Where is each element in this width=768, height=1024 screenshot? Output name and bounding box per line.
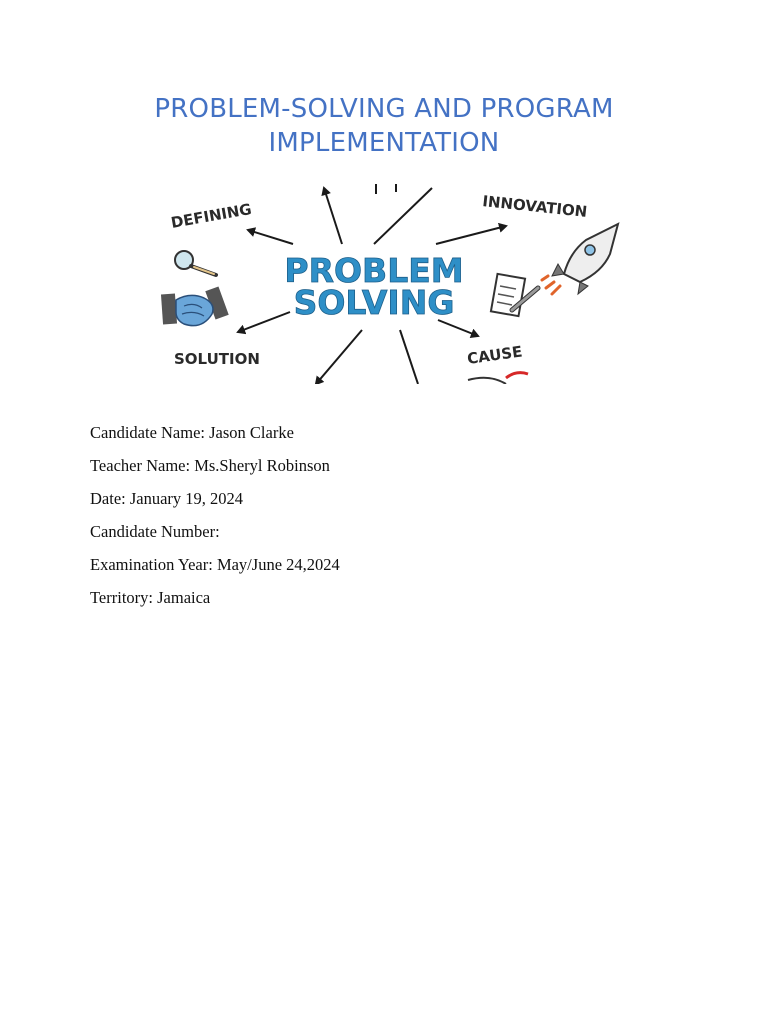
candidate-name: Candidate Name: Jason Clarke — [90, 423, 294, 442]
partial-icon — [468, 373, 528, 384]
candidate-info — [90, 421, 690, 619]
problem-solving-illustration — [150, 184, 630, 384]
examination-year: Examination Year: May/June 24,2024 — [90, 555, 340, 574]
teacher-name: Teacher Name: Ms.Sheryl Robinson — [90, 456, 330, 475]
label-solution: SOLUTION — [174, 350, 260, 368]
center-word-problem: PROBLEM — [284, 251, 464, 290]
title-line-2: IMPLEMENTATION — [268, 128, 500, 158]
label-defining: DEFINING — [169, 200, 253, 232]
checklist-pencil-icon — [491, 274, 538, 316]
label-cause: CAUSE — [466, 342, 524, 368]
center-word-solving: SOLVING — [293, 283, 455, 322]
candidate-number: Candidate Number: — [90, 522, 220, 541]
date: Date: January 19, 2024 — [90, 489, 244, 508]
page-title — [84, 92, 684, 160]
handshake-icon — [161, 287, 229, 326]
territory: Territory: Jamaica — [90, 588, 211, 607]
magnifier-icon — [175, 251, 216, 275]
rocket-icon — [542, 224, 618, 294]
title-line-1: PROBLEM-SOLVING AND PROGRAM — [154, 94, 614, 124]
label-innovation: INNOVATION — [481, 192, 589, 221]
